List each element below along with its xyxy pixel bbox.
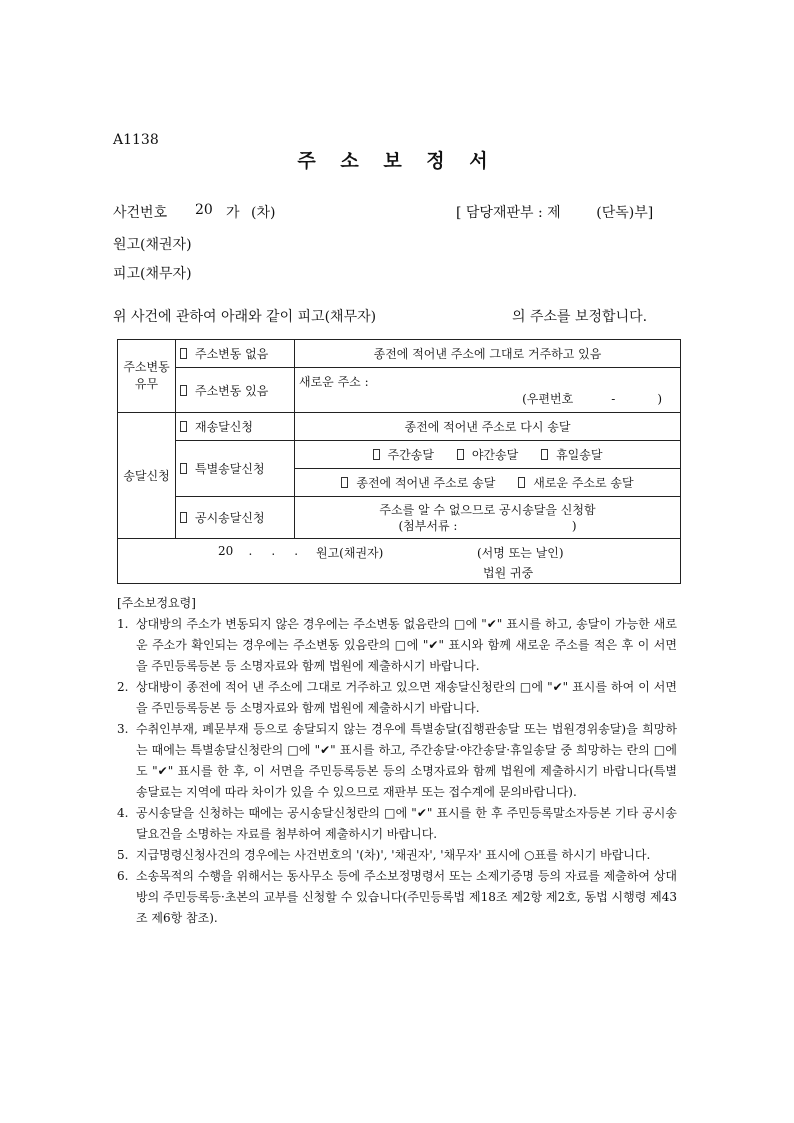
notes-list (117, 614, 677, 929)
note-item: 1. 상대방의 주소가 변동되지 않은 경우에는 주소변동 없음란의 □에 "✔" 표시를 하고, 송달이 가능한 새로운 주소가 확인되는 경우에는 주소변동 있음란의 □에 "✔" 표시와 함께 새로운 주소를 적은 후 이 서면을 주민등록등본 등 소명자료와 함께 법원에 제출하시기 바랍니다. (117, 617, 677, 673)
resend-label: 재송달신청 (195, 420, 253, 434)
changed-label: 주소변동 있음 (195, 383, 269, 398)
intro-sentence-start: 위 사건에 관하여 아래와 같이 피고(채무자) (113, 309, 377, 325)
case-number-year: 20 (195, 202, 213, 218)
note-item: 2. 상대방이 종전에 적어 낸 주소에 그대로 거주하고 있으면 재송달신청란의 □에 "✔" 표시를 하여 이 서면을 주민등록등본 등 소명자료와 함께 법원에 제출하시기 바랍니다. (117, 680, 677, 715)
intro-sentence-end: 의 주소를 보정합니다. (512, 309, 648, 325)
checkbox-icon[interactable] (341, 477, 348, 488)
changed-option[interactable] (176, 368, 295, 413)
case-number-type: 가 (226, 205, 240, 221)
new-address-label: 새로운 주소 : (299, 375, 369, 389)
new-address-field[interactable] (295, 368, 681, 413)
checkbox-icon[interactable] (180, 421, 187, 432)
resend-text: 종전에 적어낸 주소로 다시 송달 (295, 413, 681, 441)
note-item: 3. 수취인부재, 폐문부재 등으로 송달되지 않는 경우에 특별송달(집행관송달 또는 법원경위송달)을 희망하는 때에는 특별송달신청란의 □에 "✔" 표시를 하고, 주간송달·야간송달·휴일송달 중 희망하는 란의 □에도 "✔" 표시를 한 후, 이 서면을 주민등록등본 등의 소명자료와 함께 법원에 제출하시기 바랍니다(특별송달료는 지역에 따라 차이가 있을 수 있으므로 재판부 또는 접수계에 문의바랍니다). (117, 722, 677, 799)
address-correction-table (117, 339, 681, 584)
signature-row (118, 539, 681, 584)
no-change-label: 주소변동 없음 (195, 347, 269, 361)
checkbox-icon[interactable] (180, 463, 187, 474)
checkbox-icon[interactable] (457, 449, 464, 460)
previous-address-delivery-label: 종전에 적어낸 주소로 송달 (356, 476, 496, 490)
case-number-suffix: (차) (251, 205, 276, 221)
defendant-label: 피고(채무자) (113, 266, 192, 282)
address-change-header: 주소변동 유무 (118, 340, 176, 413)
checkbox-icon[interactable] (373, 449, 380, 460)
checkbox-icon[interactable] (180, 348, 187, 359)
delivery-header: 송달신청 (118, 413, 176, 539)
holiday-delivery-label: 휴일송달 (556, 448, 603, 462)
date-text[interactable]: 20 . . . (218, 544, 299, 558)
attachments-text[interactable]: (첨부서류 : ) (398, 518, 577, 533)
case-number-label: 사건번호 (113, 205, 168, 221)
signature-label[interactable]: (서명 또는 날인) (477, 546, 564, 560)
resend-option[interactable] (176, 413, 295, 441)
special-option[interactable] (176, 441, 295, 497)
checkbox-icon[interactable] (518, 477, 525, 488)
public-label: 공시송달신청 (195, 511, 265, 525)
no-change-option[interactable] (176, 340, 295, 368)
new-address-delivery-label: 새로운 주소로 송달 (533, 476, 634, 490)
daytime-delivery-label: 주간송달 (387, 448, 434, 462)
note-item: 6. 소송목적의 수행을 위해서는 동사무소 등에 주소보정명령서 또는 소제기증명 등의 자료를 제출하여 상대방의 주민등록등·초본의 교부를 신청할 수 있습니다(주민등록법 제18조 제2항 제2호, 동법 시행령 제43조 제6항 참조). (117, 869, 677, 925)
checkbox-icon[interactable] (541, 449, 548, 460)
public-text: 주소를 알 수 없으므로 공시송달을 신청함 (379, 502, 596, 517)
notes-heading: [주소보정요령] (117, 596, 196, 610)
form-code: A1138 (113, 132, 159, 148)
public-text-cell (295, 497, 681, 539)
court-division: [ 담당재판부 : 제 (단독)부] (456, 205, 654, 221)
court-addressee: 법원 귀중 (483, 566, 534, 580)
special-label: 특별송달신청 (195, 462, 265, 476)
note-item: 5. 지급명령신청사건의 경우에는 사건번호의 '(차)', '채권자', '채무자' 표시에 ○표를 하시기 바랍니다. (117, 848, 651, 862)
plaintiff-label: 원고(채권자) (113, 237, 192, 253)
signer-label: 원고(채권자) (316, 546, 384, 560)
no-change-text: 종전에 적어낸 주소에 그대로 거주하고 있음 (295, 340, 681, 368)
special-address-options (295, 469, 681, 497)
document-title: 주 소 보 정 서 (297, 150, 497, 172)
checkbox-icon[interactable] (180, 385, 187, 396)
night-delivery-label: 야간송달 (471, 448, 519, 462)
note-item: 4. 공시송달을 신청하는 때에는 공시송달신청란의 □에 "✔" 표시를 한 후 주민등록말소자등본 기타 공시송달요건을 소명하는 자료를 첨부하여 제출하시기 바랍니다. (117, 806, 677, 841)
public-option[interactable] (176, 497, 295, 539)
special-time-options (295, 441, 681, 469)
postal-code-label: (우편번호 - ) (522, 392, 662, 406)
checkbox-icon[interactable] (180, 512, 187, 523)
